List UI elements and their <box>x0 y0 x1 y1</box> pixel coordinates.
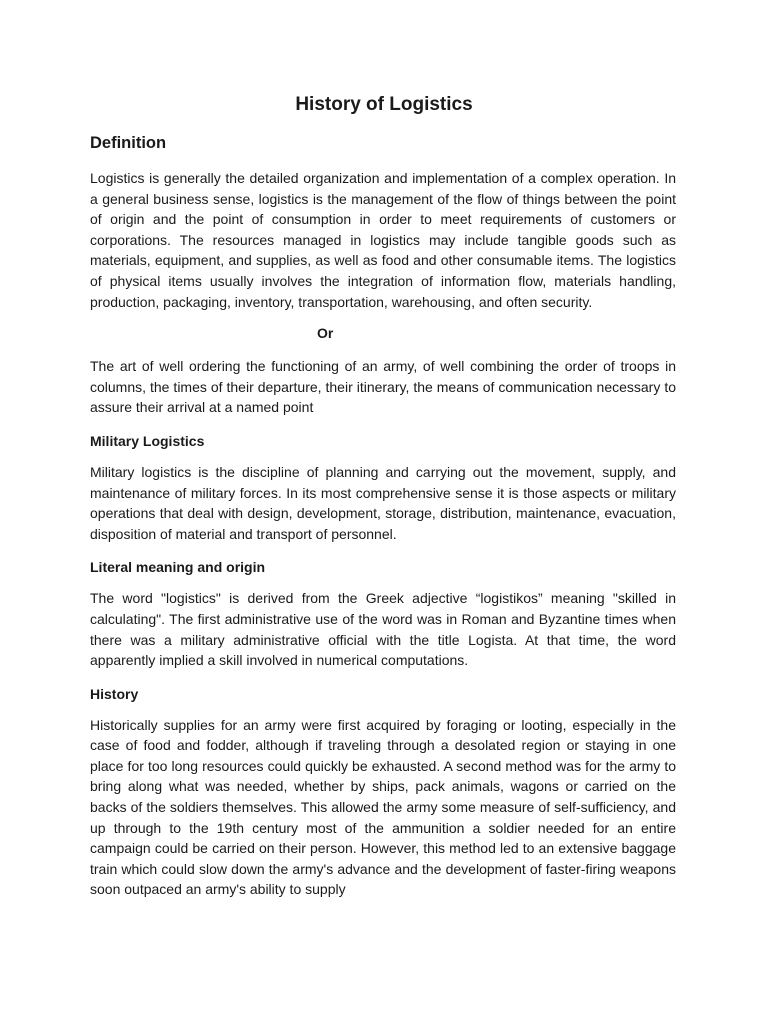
document-body <box>90 131 676 912</box>
literal-meaning-paragraph: The word "logistics" is derived from the Greek adjective “logistikos” meaning "skilled in calculating". The first administrative use of the word was in Roman and Byzantine times when there was a military administrative official with the title Logista. At that time, the word apparently implied a skill involved in numerical computations. <box>90 590 676 669</box>
or-separator: Or <box>317 325 334 342</box>
history-heading: History <box>90 685 139 702</box>
military-logistics-heading: Military Logistics <box>90 432 205 449</box>
document-title: History of Logistics <box>295 94 473 115</box>
alternate-definition-paragraph: The art of well ordering the functioning of an army, of well combining the order of troops in columns, the times of their departure, their itinerary, the means of communication necessary to assure their arrival at a named point <box>90 358 676 416</box>
military-logistics-paragraph: Military logistics is the discipline of planning and carrying out the movement, supply, and maintenance of military forces. In its most comprehensive sense it is those aspects or military operations that deal with design, development, storage, distribution, maintenance, evacuation, disposition of material and transport of personnel. <box>90 463 676 542</box>
definition-paragraph: Logistics is generally the detailed organization and implementation of a complex operation. In a general business sense, logistics is the management of the flow of things between the point of origin and the point of consumption in order to meet requirements of customers or corporations. The resources managed in logistics may include tangible goods such as materials, equipment, and supplies, as well as food and other consumable items. The logistics of physical items usually involves the integration of information flow, materials handling, production, packaging, inventory, transportation, warehousing, and often security. <box>90 170 676 310</box>
definition-heading: Definition <box>90 134 167 152</box>
literal-meaning-heading: Literal meaning and origin <box>90 559 266 576</box>
history-paragraph: Historically supplies for an army were first acquired by foraging or looting, especially in the case of food and fodder, although if traveling through a desolated region or staying in one place for too long resources could quickly be exhausted. A second method was for the army to bring along what was needed, whether by ships, pack animals, wagons or carried on the backs of the soldiers themselves. This allowed the army some measure of self-sufficiency, and up through to the 19th century most of the ammunition a soldier needed for an entire campaign could be carried on their person. However, this method led to an extensive baggage train which could slow down the army's advance and the development of faster-firing weapons soon outpaced an army's ability to supply <box>90 716 676 898</box>
